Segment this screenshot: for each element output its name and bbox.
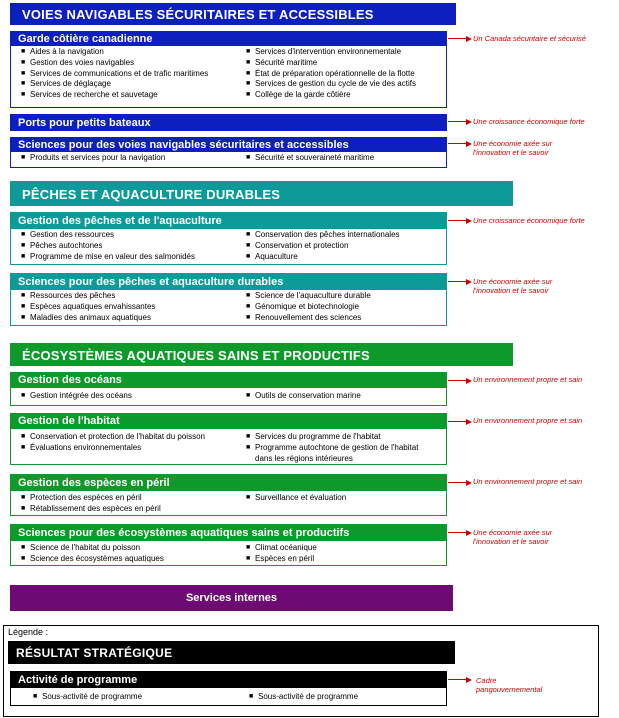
activity-subactivities-garde-cotiere (10, 46, 447, 108)
subactivity-column-left (21, 493, 161, 515)
outcome-arrow-line (448, 143, 466, 144)
subactivity-item: ■ Collège de la garde côtière (246, 90, 351, 100)
outcome-arrow-head (466, 36, 472, 42)
subactivity-item: ■ Services de communications et de trafic maritimes (21, 68, 209, 78)
subactivity-column-right (246, 432, 418, 464)
subactivity-item: ■ Gestion des voies navigables (21, 57, 135, 67)
outcome-arrow-head (466, 480, 472, 486)
activity-subactivities-gestion-habitat (10, 429, 447, 465)
outcome-arrow-line (448, 532, 466, 533)
subactivity-item: ■ Climat océanique (246, 543, 317, 552)
subactivity-item: ■ Ressources des pêches (21, 291, 116, 300)
section-header-peches-aquaculture: PÊCHES ET AQUACULTURE DURABLES (10, 181, 513, 206)
subactivity-item: ■ Produits et services pour la navigation (21, 153, 166, 162)
subactivity-item: ■ Services du programme de l'habitat (246, 432, 381, 441)
subactivity-item: ■ Programme de mise en valeur des salmonidés (21, 251, 195, 261)
subactivity-item: ■ Services de recherche et sauvetage (21, 90, 158, 100)
subactivity-column-right (246, 493, 346, 504)
subactivity-column-right (246, 291, 371, 323)
subactivity-column-left (33, 692, 142, 703)
government-outcome-label: Une croissance économique forte (473, 117, 585, 126)
activity-header-ports-petits-bateaux: Ports pour petits bateaux (10, 114, 447, 131)
subactivity-column-left (21, 391, 132, 402)
outcome-arrow-head (466, 419, 472, 425)
subactivity-item: ■ Surveillance et évaluation (246, 493, 347, 502)
activity-header-especes-peril: Gestion des espèces en péril (10, 474, 447, 491)
activity-subactivities-especes-peril (10, 491, 447, 516)
internal-services-bar: Services internes (10, 585, 453, 611)
outcome-arrow-line (448, 380, 466, 381)
activity-header-gestion-habitat: Gestion de l'habitat (10, 413, 447, 429)
subactivity-column-right (246, 230, 400, 262)
subactivity-column-left (21, 47, 208, 101)
subactivity-column-right (246, 47, 416, 101)
outcome-arrow-head (466, 378, 472, 384)
subactivity-item: ■ Maladies des animaux aquatiques (21, 312, 151, 322)
government-outcome-label: Une économie axée sur l'innovation et le savoir (473, 277, 553, 295)
outcome-arrow-head (466, 119, 472, 125)
subactivity-item: ■ Programme autochtone de gestion de l'habitat (246, 442, 419, 452)
government-outcome-label: Un environnement propre et sain (473, 477, 583, 486)
subactivity-column-left (21, 543, 164, 565)
outcome-arrow-line (448, 482, 466, 483)
subactivity-item: ■ Science des écosystèmes aquatiques (21, 553, 164, 563)
government-outcome-label: Un Canada sécuritaire et sécurisé (473, 34, 586, 43)
subactivity-item: ■ Sécurité maritime (246, 57, 318, 67)
subactivity-item: ■ Outils de conservation marine (246, 391, 361, 400)
government-outcome-label: Une économie axée sur l'innovation et le savoir (473, 528, 553, 546)
outcome-arrow-head (466, 279, 472, 285)
subactivity-item-continued: dans les régions intérieures (255, 453, 353, 463)
subactivity-column-right (246, 543, 317, 565)
government-outcome-label: Une économie axée sur l'innovation et le savoir (473, 139, 553, 157)
outcome-arrow-line (448, 220, 466, 221)
subactivity-column-left (21, 230, 195, 262)
outcome-arrow-line (448, 421, 466, 422)
subactivity-column-right (246, 391, 361, 402)
government-outcome-label: Un environnement propre et sain (473, 375, 583, 384)
legend-strategic-outcome: RÉSULTAT STRATÉGIQUE (8, 641, 455, 664)
subactivity-item: ■ Services de déglaçage (21, 79, 111, 89)
subactivity-item: ■ Espèces en péril (246, 553, 315, 563)
subactivity-item: ■ Espèces aquatiques envahissantes (21, 301, 156, 311)
outcome-arrow-line (448, 38, 466, 39)
outcome-arrow-line (448, 679, 466, 680)
activity-subactivities-sciences-peches (10, 290, 447, 326)
activity-header-sciences-ecosystemes: Sciences pour des écosystèmes aquatiques sains et productifs (10, 524, 447, 541)
legend-label: Légende : (8, 627, 49, 637)
subactivity-item: ■ Renouvellement des sciences (246, 312, 362, 322)
activity-header-garde-cotiere: Garde côtière canadienne (10, 31, 447, 46)
outcome-arrow-head (466, 530, 472, 536)
subactivity-item: ■ Gestion des ressources (21, 230, 115, 239)
subactivity-item: ■ État de préparation opérationnelle de la flotte (246, 68, 415, 78)
activity-header-sciences-peches: Sciences pour des pêches et aquaculture durables (10, 273, 447, 290)
subactivity-column-left (21, 153, 165, 164)
subactivity-item: ■ Gestion intégrée des océans (21, 391, 132, 400)
activity-subactivities-gestion-oceans (10, 388, 447, 406)
activity-subactivities-sciences-ecosystemes (10, 541, 447, 566)
subactivity-item: ■ Conservation et protection de l'habitat du poisson (21, 432, 205, 441)
outcome-arrow-line (448, 121, 466, 122)
legend-subactivities (10, 688, 447, 706)
activity-header-gestion-peches: Gestion des pêches et de l'aquaculture (10, 212, 447, 229)
subactivity-item: ■ Services de gestion du cycle de vie des actifs (246, 79, 416, 89)
subactivity-item: ■ Rétablissement des espèces en péril (21, 503, 161, 513)
subactivity-item: ■ Protection des espèces en péril (21, 493, 142, 502)
activity-header-sciences-voies-navigables: Sciences pour des voies navigables sécuritaires et accessibles (10, 137, 447, 152)
outcome-arrow-head (466, 218, 472, 224)
subactivity-column-right (246, 153, 374, 164)
subactivity-item: ■ Aquaculture (246, 251, 298, 261)
subactivity-item: ■ Évaluations environnementales (21, 442, 142, 452)
subactivity-item: ■ Science de l'aquaculture durable (246, 291, 371, 300)
subactivity-column-left (21, 432, 205, 454)
subactivity-item: ■ Sécurité et souveraineté maritime (246, 153, 375, 162)
legend-activity-header: Activité de programme (10, 671, 447, 688)
section-header-ecosystemes-aquatiques: ÉCOSYSTÈMES AQUATIQUES SAINS ET PRODUCTIFS (10, 343, 513, 366)
legend-outcome-label: Cadre pangouvernemental (476, 676, 543, 694)
government-outcome-label: Un environnement propre et sain (473, 416, 583, 425)
subactivity-item: ■ Génomique et biotechnologie (246, 301, 360, 311)
government-outcome-label: Une croissance économique forte (473, 216, 585, 225)
section-header-voies-navigables: VOIES NAVIGABLES SÉCURITAIRES ET ACCESSIBLES (10, 3, 456, 25)
subactivity-item: ■ Sous-activité de programme (249, 692, 359, 701)
outcome-arrow-head (466, 141, 472, 147)
outcome-arrow-line (448, 281, 466, 282)
subactivity-item: ■ Sous-activité de programme (33, 692, 143, 701)
subactivity-column-left (21, 291, 155, 323)
subactivity-item: ■ Pêches autochtones (21, 240, 103, 250)
subactivity-item: ■ Services d'intervention environnementale (246, 47, 402, 56)
subactivity-column-right (249, 692, 358, 703)
activity-subactivities-sciences-voies-navigables (10, 152, 447, 168)
subactivity-item: ■ Conservation des pêches internationales (246, 230, 400, 239)
outcome-arrow-head (466, 677, 472, 683)
subactivity-item: ■ Aides à la navigation (21, 47, 104, 56)
activity-header-gestion-oceans: Gestion des océans (10, 372, 447, 388)
activity-subactivities-gestion-peches (10, 229, 447, 265)
subactivity-item: ■ Science de l'habitat du poisson (21, 543, 141, 552)
subactivity-item: ■ Conservation et protection (246, 240, 349, 250)
